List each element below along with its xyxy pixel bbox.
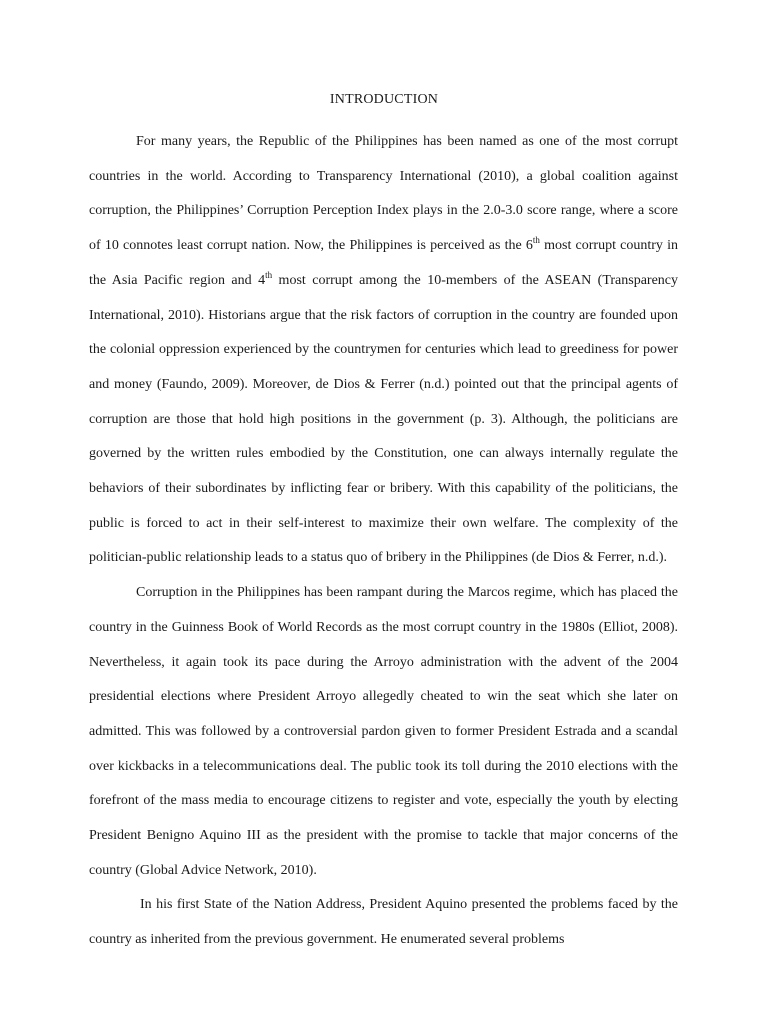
ordinal-suffix-1: th [532,235,540,246]
paragraph-2: Corruption in the Philippines has been rampant during the Marcos regime, which has placed the country in the Guinness Book of World Records as the most corrupt country in the 1980s (Elliot, 2008). Nevertheless, it again took its pace during the Arroyo administration with the advent of the 2004 presidential elections where President Arroyo allegedly cheated to win the seat which she later on admitted. This was followed by a controversial pardon given to former President Estrada and a scandal over kickbacks in a telecommunications deal. The public took its toll during the 2010 elections with the forefront of the mass media to encourage citizens to register and vote, especially the youth by electing President Benigno Aquino III as the president with the promise to tackle that major concerns of the country (Global Advice Network, 2010). [89,585,678,878]
ordinal-suffix-2: th [265,269,273,280]
paragraph-1 [89,125,678,576]
page-title: INTRODUCTION [329,92,439,107]
paragraph-1-text-a: For many years, the Republic of the Philippines has been named as one of the most corrupt countries in the world. According to Transparency International (2010), a global coalition against corruption, the Philippines’ Corruption Perception Index plays in the 2.0-3.0 score range, where a score of 10 connotes least corrupt nation. Now, the Philippines is perceived as the 6 [89,134,678,254]
paragraph-1-text-b: most corrupt country in the Asia Pacific region and 4 [89,238,679,288]
paragraph-3: In his first State of the Nation Address, President Aquino presented the problems faced by the country as inherited from the previous government. He enumerated several problems [89,897,678,948]
paragraph-1-text-c: most corrupt among the 10-members of the ASEAN (Transparency International, 2010). Historians argue that the risk factors of corruption in the country are founded upon the colonial oppression experienced by the countrymen for centuries which lead to greediness for power and money (Faundo, 2009). Moreover, de Dios & Ferrer (n.d.) pointed out that the principal agents of corruption are those that hold high positions in the government (p. 3). Although, the politicians are governed by the written rules embodied by the Constitution, one can always internally regulate the behaviors of their subordinates by inflicting fear or bribery. With this capability of the politicians, the public is forced to act in their self-interest to maximize their own welfare. The complexity of the politician-public relationship leads to a status quo of bribery in the Philippines (de Dios & Ferrer, n.d.). [89,272,679,566]
document-body [89,125,678,958]
